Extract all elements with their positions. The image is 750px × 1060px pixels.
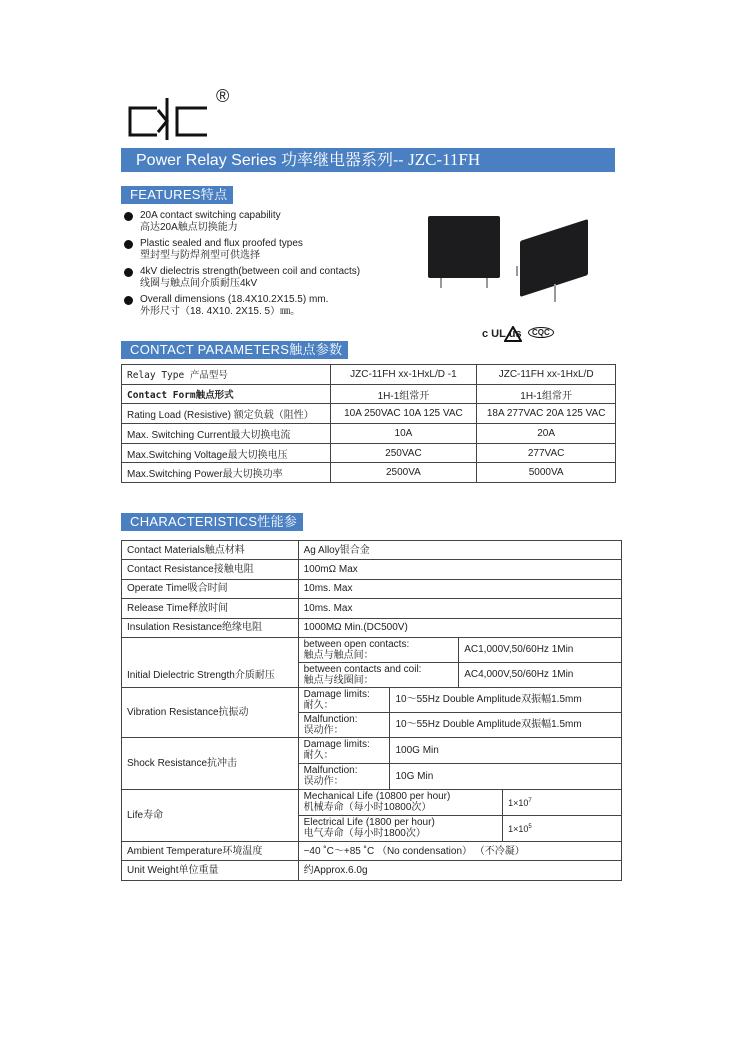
table-row [122, 618, 622, 637]
table-row [122, 463, 616, 483]
value-cell: 1H-1组常开 [477, 384, 616, 404]
feature-en: 4kV dielectris strength(between coil and contacts) [140, 266, 361, 277]
condition-cell [298, 662, 459, 687]
label-cell: Insulation Resistance绝缘电阻 [122, 618, 299, 637]
value-cell: JZC-11FH xx-1HxL/D -1 [330, 365, 477, 385]
table-row [122, 737, 622, 763]
table-row [122, 384, 616, 404]
condition-cell [298, 687, 390, 712]
label-cell: Operate Time吸合时间 [122, 579, 299, 598]
table-row [122, 365, 616, 385]
value-cell: Ag Alloy银合金 [298, 541, 621, 560]
features-list [124, 210, 360, 322]
value-cell: 100mΩ Max [298, 560, 621, 579]
value-cell: 2500VA [330, 463, 477, 483]
value-cell: 10～55Hz Double Amplitude双振幅1.5mm [390, 712, 622, 737]
label-cell: Max.Switching Voltage最大切换电压 [122, 443, 331, 463]
model-name: JZC-11FH [408, 150, 481, 169]
certification-icons [482, 326, 562, 344]
feature-zh: 线圈与触点间介质耐压4kV [140, 278, 258, 289]
feature-zh: 塑封型与防焊剂型可供选择 [140, 250, 260, 261]
value-cell: 10ms. Max [298, 599, 621, 618]
table-row [122, 579, 622, 598]
feature-en: Overall dimensions (18.4X10.2X15.5) mm. [140, 294, 329, 305]
table-row [122, 560, 622, 579]
value-cell: JZC-11FH xx-1HxL/D [477, 365, 616, 385]
condition-en: Electrical Life (1800 per hour) [303, 817, 435, 829]
condition-zh: 误动作： [303, 776, 344, 788]
feature-en: 20A contact switching capability [140, 210, 281, 221]
label-cell: Vibration Resistance抗振动 [122, 687, 299, 737]
condition-cell [298, 815, 503, 841]
feature-zh: 外形尺寸（18. 4X10. 2X15. 5）㎜。 [140, 306, 301, 317]
value-cell: 100G Min [390, 737, 622, 763]
condition-en: Malfunction: [303, 765, 358, 777]
condition-cell [298, 789, 503, 815]
contact-parameters-heading: CONTACT PARAMETERS触点参数 [121, 341, 348, 359]
label-cell: Release Time释放时间 [122, 599, 299, 618]
label-cell: Max.Switching Power最大切换功率 [122, 463, 331, 483]
table-row [122, 789, 622, 815]
characteristics-heading: CHARACTERISTICS性能参数 [121, 513, 303, 531]
feature-zh: 高达20A触点切换能力 [140, 222, 238, 233]
characteristics-table [121, 540, 622, 881]
value-cell [503, 815, 622, 841]
table-row [122, 637, 622, 662]
label-cell: Relay Type 产品型号 [122, 365, 331, 385]
relay-product-image [420, 210, 595, 310]
condition-en: Mechanical Life (10800 per hour) [303, 791, 451, 803]
condition-cell [298, 712, 390, 737]
value-cell: 18A 277VAC 20A 125 VAC [477, 404, 616, 424]
feature-item [124, 294, 360, 318]
label-cell: Contact Resistance接触电阻 [122, 560, 299, 579]
feature-item [124, 238, 360, 262]
title-text: Power Relay Series 功率继电器系列-- [136, 152, 409, 169]
condition-en: Damage limits: [303, 688, 370, 700]
value-cell: 10～55Hz Double Amplitude双振幅1.5mm [390, 687, 622, 712]
feature-en: Plastic sealed and flux proofed types [140, 238, 303, 249]
value-cell [503, 789, 622, 815]
condition-en: between open contacts: [303, 638, 410, 650]
triangle-cert-icon [504, 326, 522, 342]
label-cell: Unit Weight单位重量 [122, 861, 299, 880]
condition-en: Malfunction: [303, 713, 358, 725]
condition-zh: 电气寿命（每小时1800次） [303, 828, 426, 840]
label-cell: Rating Load (Resistive) 额定负载（阻性） [122, 404, 331, 424]
condition-cell [298, 637, 459, 662]
feature-item [124, 210, 360, 234]
table-row [122, 687, 622, 712]
value-cell: 10A [330, 424, 477, 444]
company-logo [127, 96, 209, 140]
life-base: 1×10 [508, 823, 529, 834]
life-exponent: 7 [528, 797, 532, 804]
table-row [122, 443, 616, 463]
condition-zh: 触点与线圈间： [303, 674, 374, 686]
condition-cell [298, 763, 390, 789]
life-exponent: 5 [528, 823, 532, 830]
cqc-cert-icon: CQC [528, 327, 554, 338]
label-cell: Ambient Temperature环境温度 [122, 841, 299, 860]
table-row [122, 424, 616, 444]
value-cell: AC1,000V,50/60Hz 1Min [459, 637, 622, 662]
table-row [122, 861, 622, 880]
condition-zh: 耐久： [303, 699, 334, 711]
label-cell: Shock Resistance抗冲击 [122, 737, 299, 789]
features-heading: FEATURES特点 [121, 186, 233, 204]
label-cell: Life寿命 [122, 789, 299, 841]
label-cell: Max. Switching Current最大切换电流 [122, 424, 331, 444]
value-cell: AC4,000V,50/60Hz 1Min [459, 662, 622, 687]
value-cell: 250VAC [330, 443, 477, 463]
value-cell: −40 ˚C～+85 ˚C （No condensation） （不冷凝） [298, 841, 621, 860]
registered-mark: ® [216, 86, 230, 106]
condition-cell [298, 737, 390, 763]
value-cell: 5000VA [477, 463, 616, 483]
condition-zh: 机械寿命（每小时10800次） [303, 802, 432, 814]
value-cell: 1H-1组常开 [330, 384, 477, 404]
condition-en: between contacts and coil: [303, 663, 422, 675]
value-cell: 10A 250VAC 10A 125 VAC [330, 404, 477, 424]
table-row [122, 599, 622, 618]
ul-cert-icon: c UL us [482, 328, 522, 340]
table-row [122, 404, 616, 424]
page-title [121, 148, 615, 172]
table-row [122, 841, 622, 860]
feature-item [124, 266, 360, 290]
value-cell: 10G Min [390, 763, 622, 789]
life-base: 1×10 [508, 797, 529, 808]
value-cell: 20A [477, 424, 616, 444]
condition-zh: 误动作： [303, 724, 344, 736]
label-cell: Contact Materials触点材料 [122, 541, 299, 560]
value-cell: 10ms. Max [298, 579, 621, 598]
condition-zh: 触点与触点间： [303, 649, 374, 661]
value-cell: 277VAC [477, 443, 616, 463]
contact-parameters-table [121, 364, 616, 483]
label-cell: Contact Form触点形式 [122, 384, 331, 404]
condition-zh: 耐久： [303, 750, 334, 762]
label-cell: Initial Dielectric Strength介质耐压 [122, 637, 299, 687]
value-cell: 约Approx.6.0g [298, 861, 621, 880]
table-row [122, 541, 622, 560]
condition-en: Damage limits: [303, 739, 370, 751]
value-cell: 1000MΩ Min.(DC500V) [298, 618, 621, 637]
